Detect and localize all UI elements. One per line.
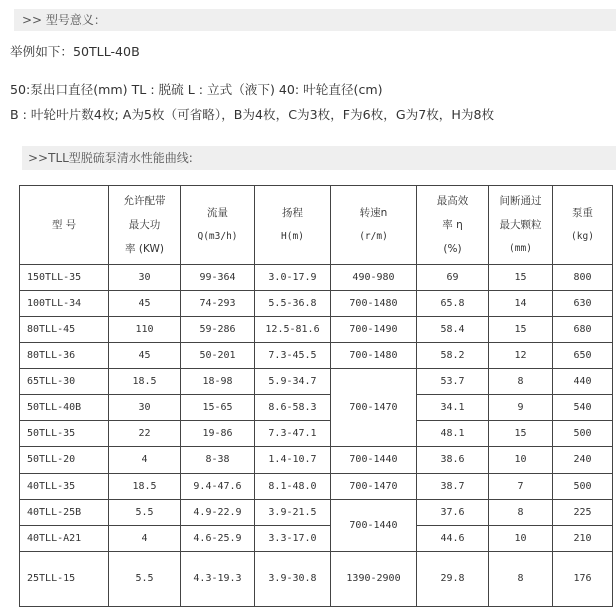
cell-power: 4 <box>109 447 181 473</box>
table-row <box>20 265 613 291</box>
table-row <box>20 421 613 447</box>
cell-model: 65TLL-30 <box>20 369 109 395</box>
cell-efficiency: 65.8 <box>417 291 489 317</box>
cell-particle: 8 <box>489 499 553 525</box>
section-header-performance: >>TLL型脱硫泵清水性能曲线: <box>22 146 616 170</box>
cell-model: 40TLL-35 <box>20 473 109 499</box>
table-row <box>20 369 613 395</box>
cell-power: 4 <box>109 525 181 551</box>
cell-flow: 4.6-25.9 <box>181 525 255 551</box>
table-row <box>20 473 613 499</box>
cell-efficiency: 38.6 <box>417 447 489 473</box>
cell-particle: 7 <box>489 473 553 499</box>
cell-weight: 176 <box>553 551 613 606</box>
section-header-model-meaning: >> 型号意义： <box>14 9 616 31</box>
cell-efficiency: 58.4 <box>417 317 489 343</box>
cell-power: 45 <box>109 291 181 317</box>
example-line: 举例如下：50TLL-40B <box>10 44 140 59</box>
cell-efficiency: 38.7 <box>417 473 489 499</box>
cell-efficiency: 48.1 <box>417 421 489 447</box>
cell-flow: 4.9-22.9 <box>181 499 255 525</box>
cell-model: 150TLL-35 <box>20 265 109 291</box>
table-row <box>20 499 613 525</box>
cell-power: 30 <box>109 265 181 291</box>
cell-particle: 15 <box>489 421 553 447</box>
cell-flow: 19-86 <box>181 421 255 447</box>
cell-weight: 240 <box>553 447 613 473</box>
cell-power: 5.5 <box>109 499 181 525</box>
cell-efficiency: 58.2 <box>417 343 489 369</box>
header-model: 型 号 <box>20 186 109 265</box>
cell-efficiency: 44.6 <box>417 525 489 551</box>
header-efficiency: 最高效 率 η (%) <box>417 186 489 265</box>
cell-power: 18.5 <box>109 369 181 395</box>
table-row <box>20 551 613 606</box>
cell-model: 50TLL-20 <box>20 447 109 473</box>
cell-speed: 700-1440 <box>331 499 417 551</box>
table-row <box>20 447 613 473</box>
cell-speed: 700-1490 <box>331 317 417 343</box>
header-power: 允许配带 最大功 率 (KW) <box>109 186 181 265</box>
cell-head: 5.9-34.7 <box>255 369 331 395</box>
cell-flow: 99-364 <box>181 265 255 291</box>
cell-flow: 9.4-47.6 <box>181 473 255 499</box>
cell-particle: 14 <box>489 291 553 317</box>
cell-weight: 540 <box>553 395 613 421</box>
cell-weight: 500 <box>553 421 613 447</box>
cell-head: 3.9-21.5 <box>255 499 331 525</box>
header-speed: 转速n (r/m) <box>331 186 417 265</box>
cell-particle: 15 <box>489 317 553 343</box>
cell-particle: 8 <box>489 551 553 606</box>
cell-model: 80TLL-45 <box>20 317 109 343</box>
cell-head: 12.5-81.6 <box>255 317 331 343</box>
cell-head: 7.3-47.1 <box>255 421 331 447</box>
cell-flow: 18-98 <box>181 369 255 395</box>
cell-particle: 8 <box>489 369 553 395</box>
cell-flow: 4.3-19.3 <box>181 551 255 606</box>
cell-speed: 1390-2900 <box>331 551 417 606</box>
cell-weight: 225 <box>553 499 613 525</box>
cell-model: 50TLL-40B <box>20 395 109 421</box>
cell-head: 3.0-17.9 <box>255 265 331 291</box>
table-row <box>20 317 613 343</box>
cell-power: 45 <box>109 343 181 369</box>
cell-model: 40TLL-25B <box>20 499 109 525</box>
cell-flow: 8-38 <box>181 447 255 473</box>
cell-power: 18.5 <box>109 473 181 499</box>
table-header-row <box>20 186 613 265</box>
legend-line-1: 50:泵出口直径(mm) TL : 脱硫 L : 立式（液下) 40: 叶轮直径(cm) <box>10 82 383 97</box>
cell-power: 5.5 <box>109 551 181 606</box>
cell-head: 3.9-30.8 <box>255 551 331 606</box>
cell-speed: 700-1470 <box>331 473 417 499</box>
cell-efficiency: 29.8 <box>417 551 489 606</box>
table-row <box>20 343 613 369</box>
cell-power: 22 <box>109 421 181 447</box>
cell-head: 8.1-48.0 <box>255 473 331 499</box>
cell-speed: 700-1470 <box>331 369 417 447</box>
cell-efficiency: 37.6 <box>417 499 489 525</box>
cell-flow: 59-286 <box>181 317 255 343</box>
cell-weight: 210 <box>553 525 613 551</box>
cell-particle: 12 <box>489 343 553 369</box>
cell-particle: 15 <box>489 265 553 291</box>
cell-speed: 700-1480 <box>331 291 417 317</box>
cell-model: 80TLL-36 <box>20 343 109 369</box>
cell-flow: 15-65 <box>181 395 255 421</box>
cell-head: 8.6-58.3 <box>255 395 331 421</box>
cell-weight: 800 <box>553 265 613 291</box>
header-particle: 间断通过 最大颗粒 (mm) <box>489 186 553 265</box>
performance-table <box>19 185 613 607</box>
cell-flow: 50-201 <box>181 343 255 369</box>
legend-line-2: B : 叶轮叶片数4枚; A为5枚（可省略），B为4枚，C为3枚，F为6枚，G为7枚，H为8枚 <box>10 107 495 122</box>
header-flow: 流量 Q(m3/h) <box>181 186 255 265</box>
cell-weight: 500 <box>553 473 613 499</box>
cell-efficiency: 53.7 <box>417 369 489 395</box>
cell-head: 3.3-17.0 <box>255 525 331 551</box>
cell-particle: 10 <box>489 525 553 551</box>
cell-particle: 9 <box>489 395 553 421</box>
table-row <box>20 291 613 317</box>
cell-head: 7.3-45.5 <box>255 343 331 369</box>
header-head: 扬程 H(m) <box>255 186 331 265</box>
cell-efficiency: 34.1 <box>417 395 489 421</box>
cell-speed: 490-980 <box>331 265 417 291</box>
cell-model: 25TLL-15 <box>20 551 109 606</box>
cell-efficiency: 69 <box>417 265 489 291</box>
cell-power: 110 <box>109 317 181 343</box>
table-row <box>20 525 613 551</box>
cell-weight: 680 <box>553 317 613 343</box>
cell-weight: 630 <box>553 291 613 317</box>
cell-model: 40TLL-A21 <box>20 525 109 551</box>
table-row <box>20 395 613 421</box>
cell-speed: 700-1480 <box>331 343 417 369</box>
cell-flow: 74-293 <box>181 291 255 317</box>
header-weight: 泵重 (kg) <box>553 186 613 265</box>
cell-power: 30 <box>109 395 181 421</box>
cell-speed: 700-1440 <box>331 447 417 473</box>
cell-model: 50TLL-35 <box>20 421 109 447</box>
cell-head: 5.5-36.8 <box>255 291 331 317</box>
cell-weight: 650 <box>553 343 613 369</box>
cell-particle: 10 <box>489 447 553 473</box>
cell-model: 100TLL-34 <box>20 291 109 317</box>
cell-weight: 440 <box>553 369 613 395</box>
cell-head: 1.4-10.7 <box>255 447 331 473</box>
